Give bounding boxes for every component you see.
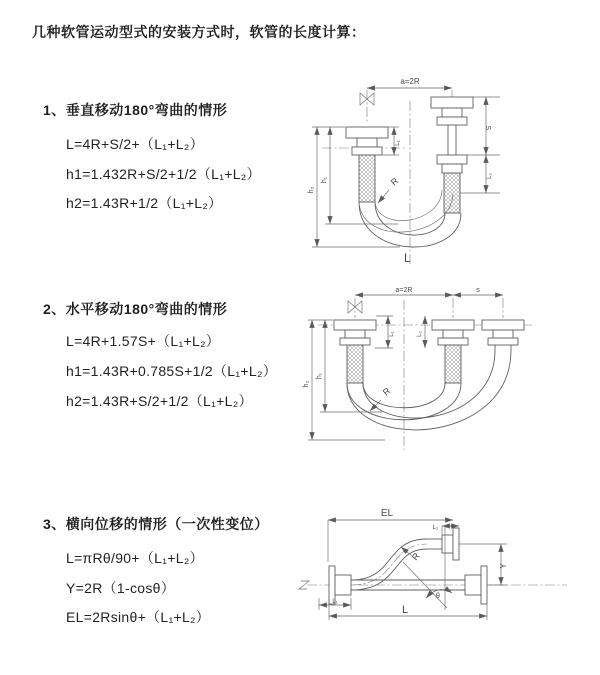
dimension-l2 [486, 155, 493, 193]
section3-formula-y: Y=2R（1-cosθ） [66, 580, 176, 596]
dimension-h1-label: h₁ [316, 372, 323, 380]
radius-label: R [409, 550, 422, 563]
dimension-s [460, 97, 500, 193]
section1-formula-h2: h2=1.43R+1/2（L₁+L₂） [66, 195, 223, 211]
dimension-l-label: L [401, 604, 409, 616]
centerlines [322, 90, 452, 266]
left-flange [334, 320, 376, 383]
dimension-l1-bottom-label: L₁ [332, 599, 338, 605]
section1-heading: 1、垂直移动180°弯曲的情形 [43, 102, 228, 118]
diagram-lateral-displacement [295, 498, 600, 653]
dimension-s-label: s [476, 287, 480, 294]
angle-theta-label: θ [436, 593, 440, 600]
dimension-l2 [417, 316, 425, 348]
length-label: L [404, 251, 411, 265]
right-flange-lower [437, 155, 467, 213]
dimension-h2-label: h₂ [308, 186, 315, 194]
radius-callout [370, 385, 393, 411]
radius-label: R [380, 385, 393, 398]
dimension-el-label: EL [380, 508, 394, 519]
dimension-l1-top-label: L₁ [432, 525, 438, 531]
dimension-l1-label: L₁ [395, 140, 401, 146]
section1-formula-h1: h1=1.432R+S/2+1/2（L₁+L₂） [66, 166, 261, 182]
diagram-vertical-180 [300, 66, 600, 271]
dimension-s-label: S [486, 125, 493, 131]
right-flange-upper [431, 97, 473, 155]
dimension-a2r [355, 287, 453, 295]
dimension-l2-label: L₂ [487, 173, 493, 179]
middle-flange [432, 320, 474, 383]
dimension-h2 [308, 127, 400, 247]
s-curve-hose [351, 528, 459, 590]
hose-braid [359, 155, 375, 202]
section1-formula-l: L=4R+S/2+（L₁+L₂） [66, 136, 204, 152]
section3-formula-l: L=πRθ/90+（L₁+L₂） [66, 550, 204, 566]
radius-callout [401, 547, 422, 562]
section2-formula-h2: h2=1.43R+S/2+1/2（L₁+L₂） [66, 393, 253, 409]
dimension-s [453, 287, 503, 295]
dimension-h1-label: h₁ [321, 176, 328, 184]
hose-braid [445, 345, 461, 383]
radius-label: R [388, 175, 401, 188]
dimension-l1 [375, 316, 395, 348]
section3-formula-el: EL=2Rsinθ+（L₁+L₂） [66, 609, 211, 625]
section3-heading: 3、横向位移的情形（一次性变位） [43, 516, 269, 532]
dimension-el [328, 508, 453, 562]
dimension-l1-bottom [319, 598, 351, 610]
dimension-a2r-label: a=2R [400, 77, 420, 86]
radius-callout [378, 175, 401, 203]
dimension-h2-label: h₂ [303, 380, 310, 388]
hose-braid [347, 345, 363, 383]
left-flange [346, 127, 388, 202]
page-title: 几种软管运动型式的安装方式时，软管的长度计算： [32, 24, 366, 40]
right-flange [482, 320, 524, 350]
dimension-a2r-label: a=2R [395, 287, 413, 294]
dimension-a2r [367, 77, 452, 88]
dimension-l2-label: L₂ [417, 331, 423, 337]
section2-formula-h1: h1=1.43R+0.785S+1/2（L₁+L₂） [66, 363, 277, 379]
hose-u-bend [347, 350, 511, 430]
diagram-horizontal-180 [300, 280, 600, 460]
dimension-l1-label: L₁ [389, 331, 395, 337]
section2-formula-l: L=4R+1.57S+（L₁+L₂） [66, 333, 221, 349]
section2-heading: 2、水平移动180°弯曲的情形 [43, 301, 228, 317]
dimension-y-label: Y [499, 563, 508, 569]
dimension-l [329, 604, 487, 620]
hose-braid [444, 173, 460, 213]
